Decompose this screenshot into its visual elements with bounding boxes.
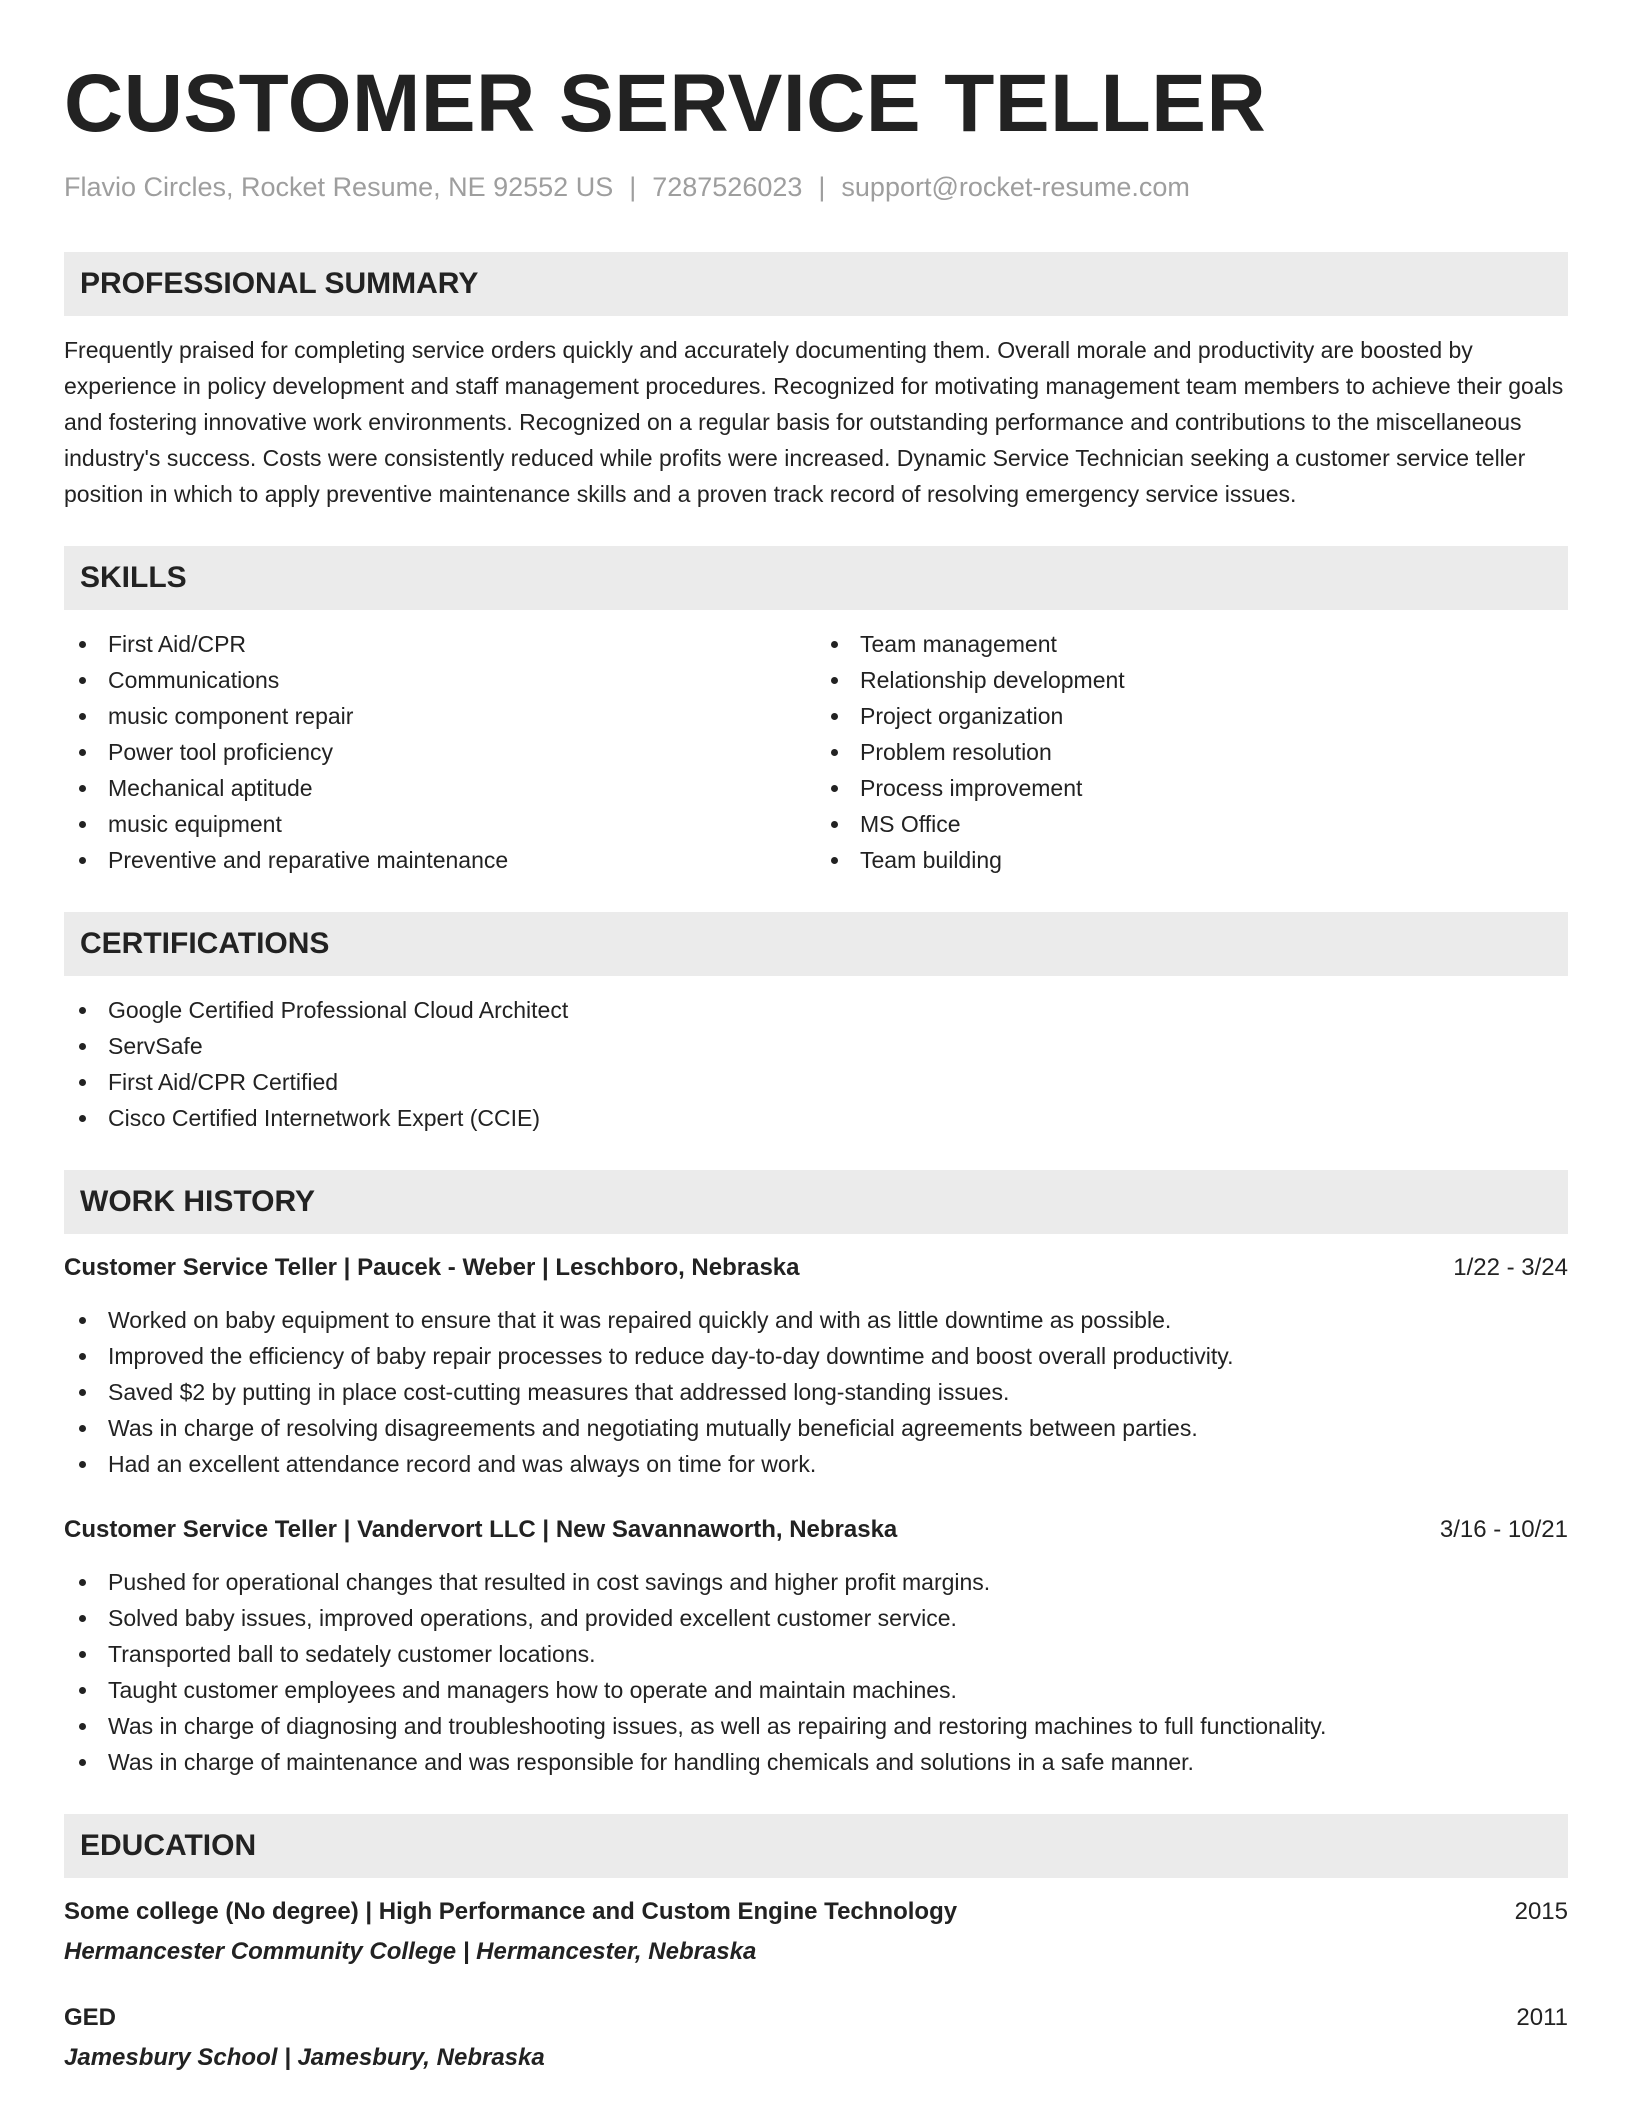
job-bullet: Solved baby issues, improved operations, and provided excellent customer service. <box>64 1600 1568 1636</box>
certification-item: First Aid/CPR Certified <box>64 1064 1568 1100</box>
contact-separator: | <box>629 172 637 202</box>
contact-address: Flavio Circles, Rocket Resume, NE 92552 US <box>64 172 614 202</box>
skill-item: music equipment <box>64 806 816 842</box>
summary-text: Frequently praised for completing service orders quickly and accurately documenting them. Overall morale and productivity are boosted by experience in policy development and staff management procedures. Recognized for motivating management team members to achieve their goals and fostering innovative work environments. Recognized on a regular basis for outstanding performance and contributions to the miscellaneous industry's success. Costs were consistently reduced while profits were increased. Dynamic Service Technician seeking a customer service teller position in which to apply preventive maintenance skills and a proven track record of resolving emergency service issues. <box>64 337 1564 507</box>
education-header <box>64 1894 1568 1930</box>
section-heading-work-history: WORK HISTORY <box>64 1170 1568 1234</box>
skill-item: Process improvement <box>816 770 1568 806</box>
certification-item: Cisco Certified Internetwork Expert (CCIE) <box>64 1100 1568 1136</box>
skill-item: MS Office <box>816 806 1568 842</box>
skill-item: Mechanical aptitude <box>64 770 816 806</box>
skill-item: Power tool proficiency <box>64 734 816 770</box>
skill-item: Communications <box>64 662 816 698</box>
education-year: 2015 <box>1514 1898 1568 1925</box>
section-heading-education: EDUCATION <box>64 1814 1568 1878</box>
job-bullet-list <box>64 1564 1568 1780</box>
job-title: Customer Service Teller | Paucek - Weber | Leschboro, Nebraska <box>64 1254 800 1281</box>
skill-item: Relationship development <box>816 662 1568 698</box>
skill-item: Team building <box>816 842 1568 878</box>
education-degree: GED <box>64 2004 117 2031</box>
certification-item: ServSafe <box>64 1028 1568 1064</box>
education-header <box>64 2000 1568 2036</box>
job-bullet: Was in charge of maintenance and was responsible for handling chemicals and solutions in a safe manner. <box>64 1744 1568 1780</box>
certification-item: Google Certified Professional Cloud Architect <box>64 992 1568 1028</box>
contact-email: support@rocket-resume.com <box>841 172 1190 202</box>
job-bullet: Saved $2 by putting in place cost-cutting measures that addressed long-standing issues. <box>64 1374 1568 1410</box>
skill-item: First Aid/CPR <box>64 626 816 662</box>
job-header <box>64 1250 1568 1286</box>
job-bullet: Was in charge of diagnosing and troubleshooting issues, as well as repairing and restoring machines to full functionality. <box>64 1708 1568 1744</box>
resume-title: CUSTOMER SERVICE TELLER <box>64 58 1267 149</box>
skill-item: Project organization <box>816 698 1568 734</box>
skills-columns <box>64 626 1568 878</box>
certifications-list <box>64 992 1568 1136</box>
job-bullet: Was in charge of resolving disagreements and negotiating mutually beneficial agreements between parties. <box>64 1410 1568 1446</box>
section-heading-skills: SKILLS <box>64 546 1568 610</box>
skill-item: music component repair <box>64 698 816 734</box>
job-bullet-list <box>64 1302 1568 1482</box>
job-bullet: Transported ball to sedately customer locations. <box>64 1636 1568 1672</box>
education-year: 2011 <box>1516 2004 1568 2031</box>
contact-separator: | <box>818 172 826 202</box>
skill-item: Team management <box>816 626 1568 662</box>
skills-list-left <box>64 626 816 878</box>
section-heading-summary: PROFESSIONAL SUMMARY <box>64 252 1568 316</box>
contact-line <box>64 170 1568 204</box>
job-header <box>64 1512 1568 1548</box>
skill-item: Problem resolution <box>816 734 1568 770</box>
skill-item: Preventive and reparative maintenance <box>64 842 816 878</box>
education-degree: Some college (No degree) | High Performance and Custom Engine Technology <box>64 1898 958 1925</box>
job-title: Customer Service Teller | Vandervort LLC | New Savannaworth, Nebraska <box>64 1516 898 1543</box>
job-bullet: Worked on baby equipment to ensure that it was repaired quickly and with as little downtime as possible. <box>64 1302 1568 1338</box>
section-heading-certifications: CERTIFICATIONS <box>64 912 1568 976</box>
education-school: Hermancester Community College | Hermancester, Nebraska <box>64 1938 757 1965</box>
job-bullet: Had an excellent attendance record and was always on time for work. <box>64 1446 1568 1482</box>
job-dates: 3/16 - 10/21 <box>1439 1516 1568 1543</box>
job-bullet: Pushed for operational changes that resulted in cost savings and higher profit margins. <box>64 1564 1568 1600</box>
job-dates: 1/22 - 3/24 <box>1453 1254 1568 1281</box>
education-school: Jamesbury School | Jamesbury, Nebraska <box>64 2044 545 2071</box>
job-bullet: Improved the efficiency of baby repair processes to reduce day-to-day downtime and boost overall productivity. <box>64 1338 1568 1374</box>
job-bullet: Taught customer employees and managers how to operate and maintain machines. <box>64 1672 1568 1708</box>
skills-list-right <box>816 626 1568 878</box>
contact-phone: 7287526023 <box>652 172 803 202</box>
